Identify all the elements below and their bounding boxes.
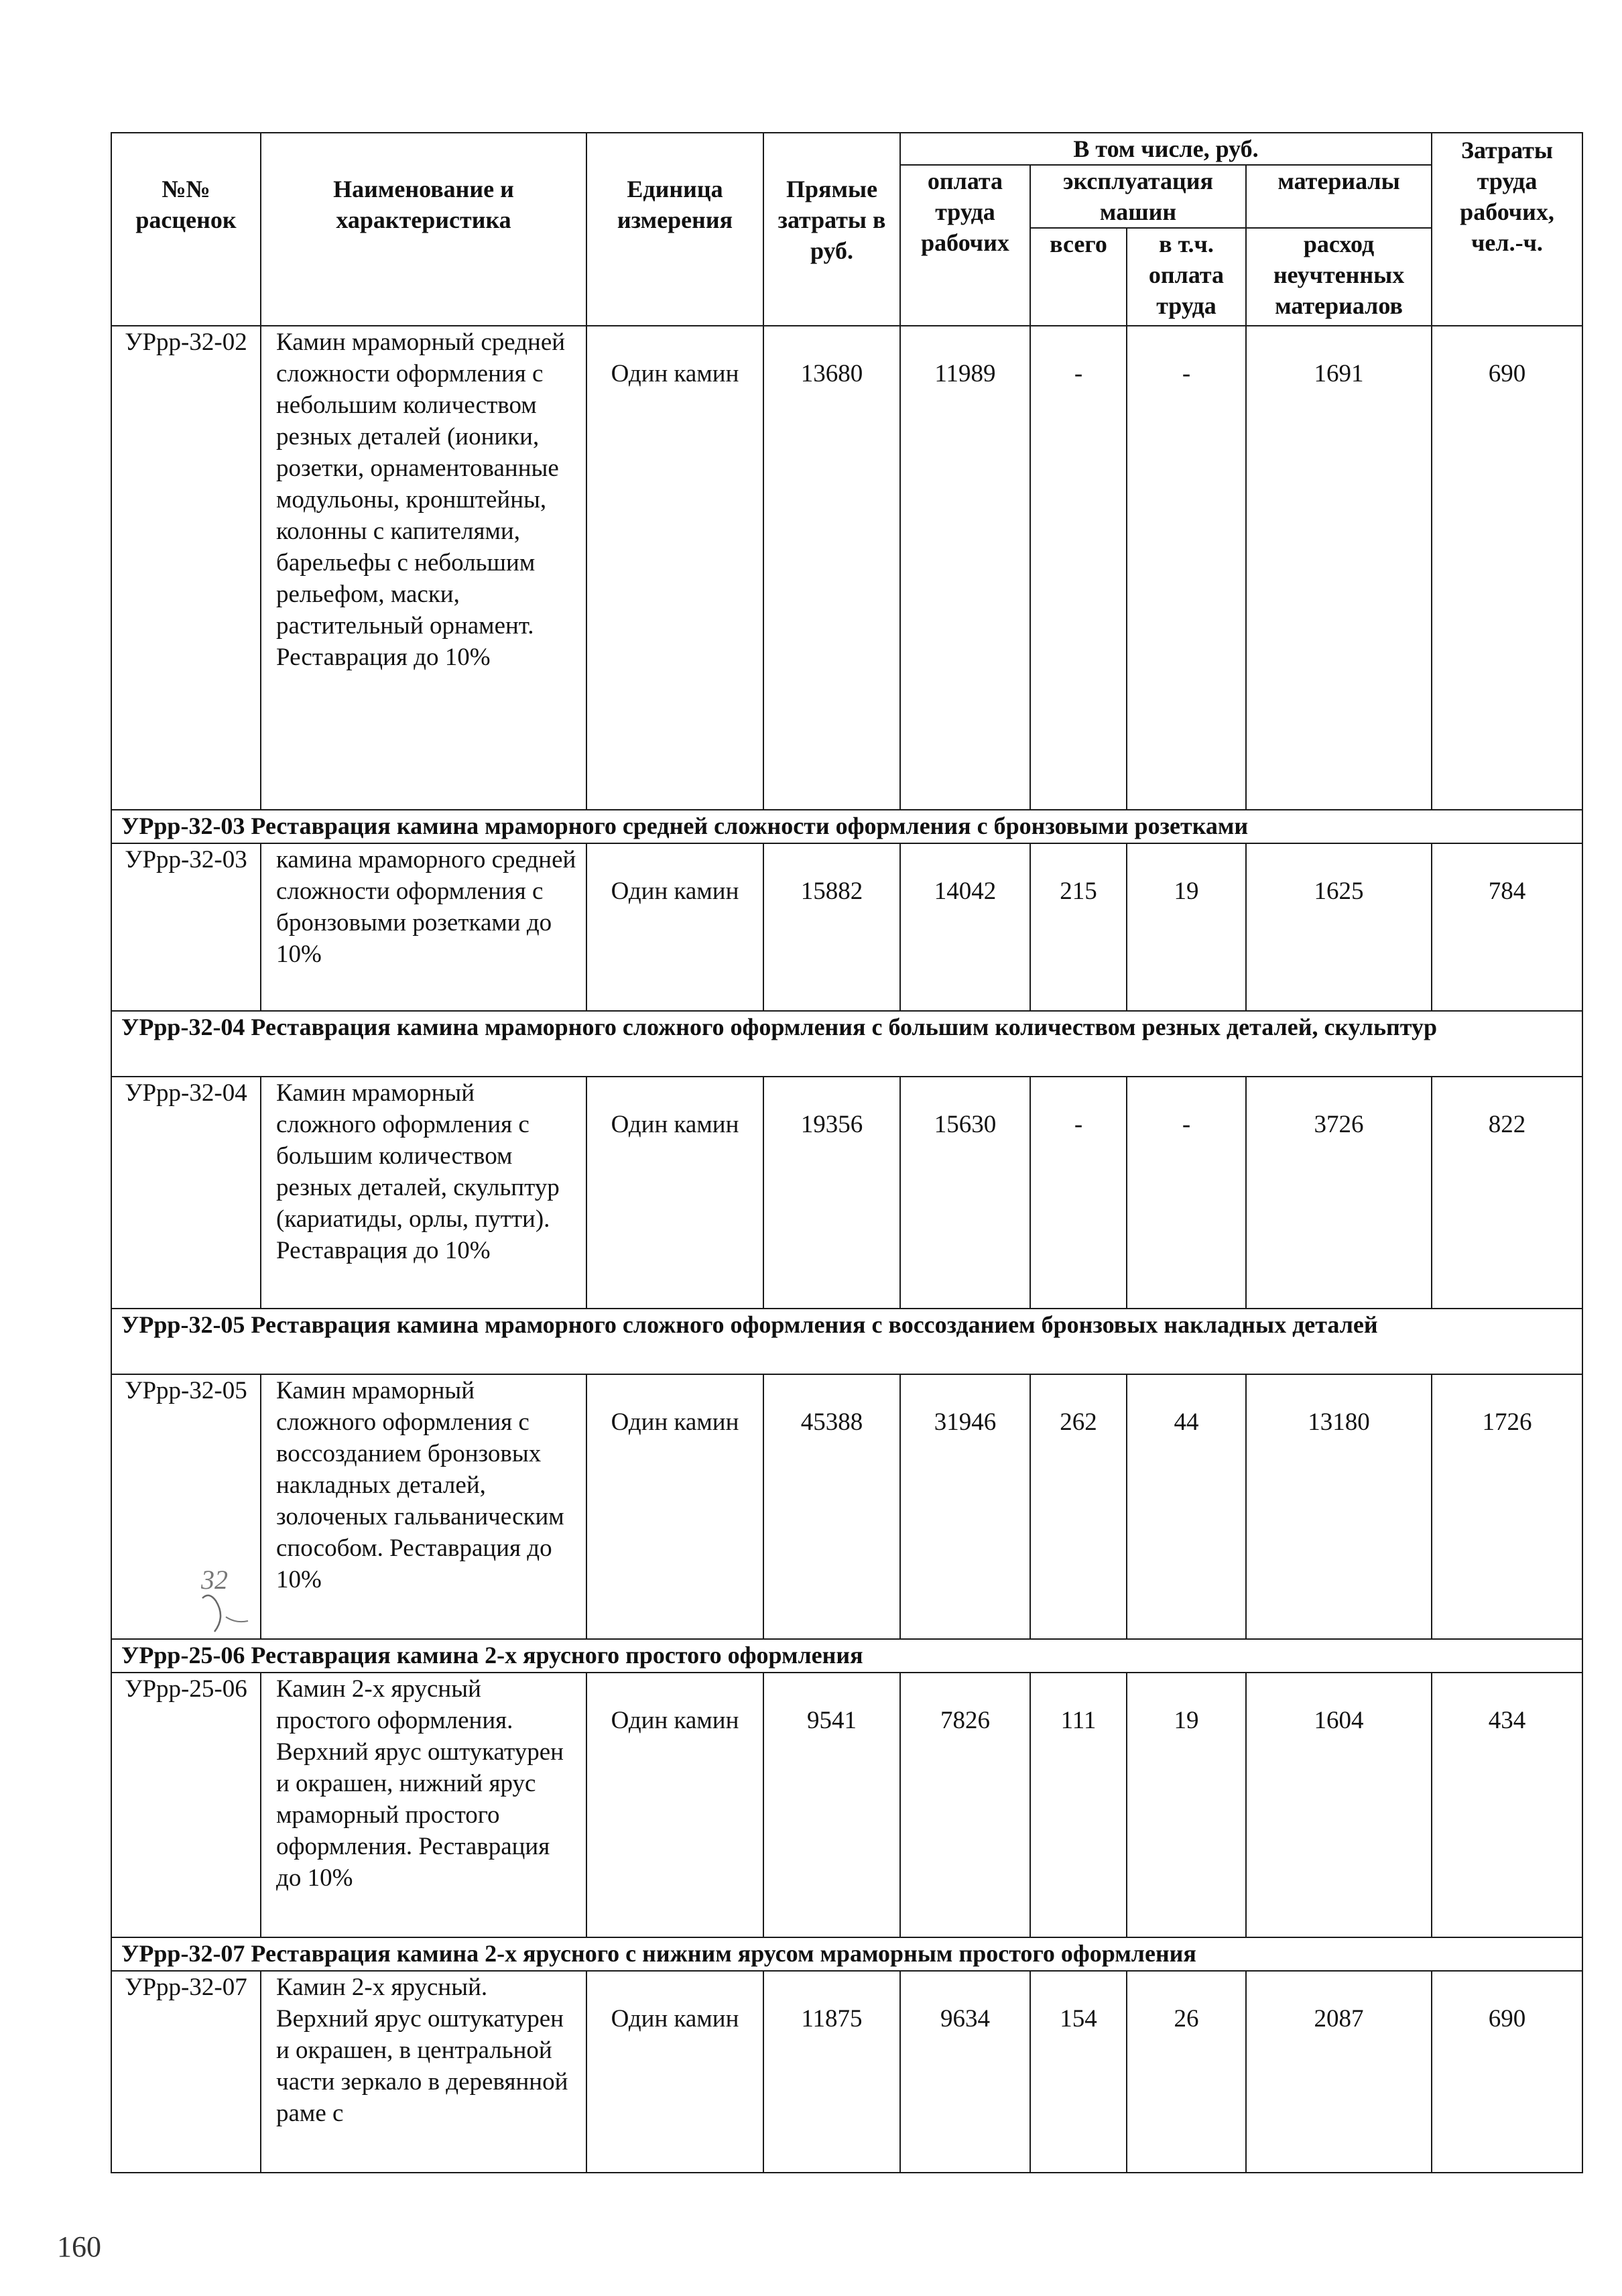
labor-pay: 9634: [900, 1971, 1030, 2173]
direct-costs: 13680: [763, 326, 900, 810]
machines-labor-pay: 26: [1127, 1971, 1246, 2173]
header-machines-labor: в т.ч. оплата труда: [1127, 228, 1246, 326]
labor-pay: 7826: [900, 1673, 1030, 1937]
materials-cost: 3726: [1246, 1077, 1432, 1309]
unit-of-measure: Один камин: [586, 1374, 763, 1639]
section-heading-row: [111, 1937, 1582, 1971]
item-description: камина мраморного средней сложности оформления с бронзовыми розетками до 10%: [261, 843, 586, 1011]
labor-hours: 784: [1432, 843, 1582, 1011]
machines-labor-pay: 44: [1127, 1374, 1246, 1639]
item-description: Камин 2-х ярусный. Верхний ярус оштукатурен и окрашен, в центральной части зеркало в деревянной раме с: [261, 1971, 586, 2173]
materials-cost: 13180: [1246, 1374, 1432, 1639]
header-including: В том числе, руб.: [900, 133, 1432, 165]
machines-total: -: [1030, 1077, 1127, 1309]
header-name: Наименование и характеристика: [261, 133, 586, 326]
header-labor-pay: оплата труда рабочих: [900, 165, 1030, 326]
table-row: [111, 326, 1582, 810]
section-title: УРрр-25-06 Реставрация камина 2-х ярусного простого оформления: [111, 1639, 1582, 1673]
rate-code: УРрр-25-06: [111, 1673, 261, 1937]
materials-cost: 1625: [1246, 843, 1432, 1011]
item-description: Камин мраморный сложного оформления с воссозданием бронзовых накладных деталей, золоченых гальваническим способом. Реставрация до 10%: [261, 1374, 586, 1639]
section-title: УРрр-32-05 Реставрация камина мраморного сложного оформления с воссозданием бронзовых накладных деталей: [111, 1309, 1582, 1374]
table-row: [111, 1077, 1582, 1309]
header-machines: эксплуатация машин: [1030, 165, 1246, 228]
rate-code: УРрр-32-02: [111, 326, 261, 810]
rate-code: УРрр-32-04: [111, 1077, 261, 1309]
table-row: [111, 843, 1582, 1011]
labor-pay: 11989: [900, 326, 1030, 810]
labor-hours: 434: [1432, 1673, 1582, 1937]
section-title: УРрр-32-04 Реставрация камина мраморного сложного оформления с большим количеством резных деталей, скульптур: [111, 1011, 1582, 1077]
item-description: Камин 2-х ярусный простого оформления. Верхний ярус оштукатурен и окрашен, нижний ярус мраморный простого оформления. Реставрация до 10%: [261, 1673, 586, 1937]
handwritten-mark-text: 32: [201, 1565, 228, 1595]
machines-total: 262: [1030, 1374, 1127, 1639]
page-number: 160: [57, 2230, 101, 2263]
header-materials-extra: расход неучтенных материалов: [1246, 228, 1432, 326]
unit-of-measure: Один камин: [586, 843, 763, 1011]
materials-cost: 1604: [1246, 1673, 1432, 1937]
section-title: УРрр-32-03 Реставрация камина мраморного средней сложности оформления с бронзовыми розетками: [111, 810, 1582, 843]
labor-hours: 1726: [1432, 1374, 1582, 1639]
labor-pay: 14042: [900, 843, 1030, 1011]
labor-pay: 15630: [900, 1077, 1030, 1309]
machines-labor-pay: -: [1127, 1077, 1246, 1309]
unit-of-measure: Один камин: [586, 1077, 763, 1309]
machines-labor-pay: 19: [1127, 1673, 1246, 1937]
item-description: Камин мраморный сложного оформления с большим количеством резных деталей, скульптур (кариатиды, орлы, путти). Реставрация до 10%: [261, 1077, 586, 1309]
rate-code: УРрр-32-03: [111, 843, 261, 1011]
materials-cost: 2087: [1246, 1971, 1432, 2173]
header-materials: материалы: [1246, 165, 1432, 228]
table-row: [111, 1673, 1582, 1937]
labor-pay: 31946: [900, 1374, 1030, 1639]
header-labor-hours: Затраты труда рабочих, чел.-ч.: [1432, 133, 1582, 326]
direct-costs: 19356: [763, 1077, 900, 1309]
header-unit: Единица измерения: [586, 133, 763, 326]
materials-cost: 1691: [1246, 326, 1432, 810]
unit-of-measure: Один камин: [586, 1971, 763, 2173]
table-body: [111, 326, 1582, 2173]
table-row: [111, 1971, 1582, 2173]
rate-code: УРрр-32-07: [111, 1971, 261, 2173]
machines-total: 111: [1030, 1673, 1127, 1937]
machines-labor-pay: 19: [1127, 843, 1246, 1011]
section-heading-row: [111, 1011, 1582, 1077]
header-direct-costs: Прямые затраты в руб.: [763, 133, 900, 326]
section-heading-row: [111, 810, 1582, 843]
machines-total: -: [1030, 326, 1127, 810]
labor-hours: 822: [1432, 1077, 1582, 1309]
machines-total: 215: [1030, 843, 1127, 1011]
header-code: №№ расценок: [111, 133, 261, 326]
direct-costs: 9541: [763, 1673, 900, 1937]
table-row: [111, 1374, 1582, 1639]
section-heading-row: [111, 1309, 1582, 1374]
machines-total: 154: [1030, 1971, 1127, 2173]
labor-hours: 690: [1432, 326, 1582, 810]
header-machines-total: всего: [1030, 228, 1127, 326]
table-header: [111, 133, 1582, 326]
rate-code: УРрр-32-05: [111, 1374, 261, 1639]
machines-labor-pay: -: [1127, 326, 1246, 810]
section-title: УРрр-32-07 Реставрация камина 2-х ярусного с нижним ярусом мраморным простого оформления: [111, 1937, 1582, 1971]
direct-costs: 15882: [763, 843, 900, 1011]
unit-of-measure: Один камин: [586, 326, 763, 810]
rates-table: [111, 132, 1583, 2173]
labor-hours: 690: [1432, 1971, 1582, 2173]
direct-costs: 45388: [763, 1374, 900, 1639]
direct-costs: 11875: [763, 1971, 900, 2173]
item-description: Камин мраморный средней сложности оформления с небольшим количеством резных деталей (ионики, розетки, орнаментованные модульоны, кронштейны, колонны с капителями, барельефы с небольшим рельефом, маски, растительный орнамент. Реставрация до 10%: [261, 326, 586, 810]
handwritten-mark: [189, 1557, 256, 1637]
section-heading-row: [111, 1639, 1582, 1673]
unit-of-measure: Один камин: [586, 1673, 763, 1937]
